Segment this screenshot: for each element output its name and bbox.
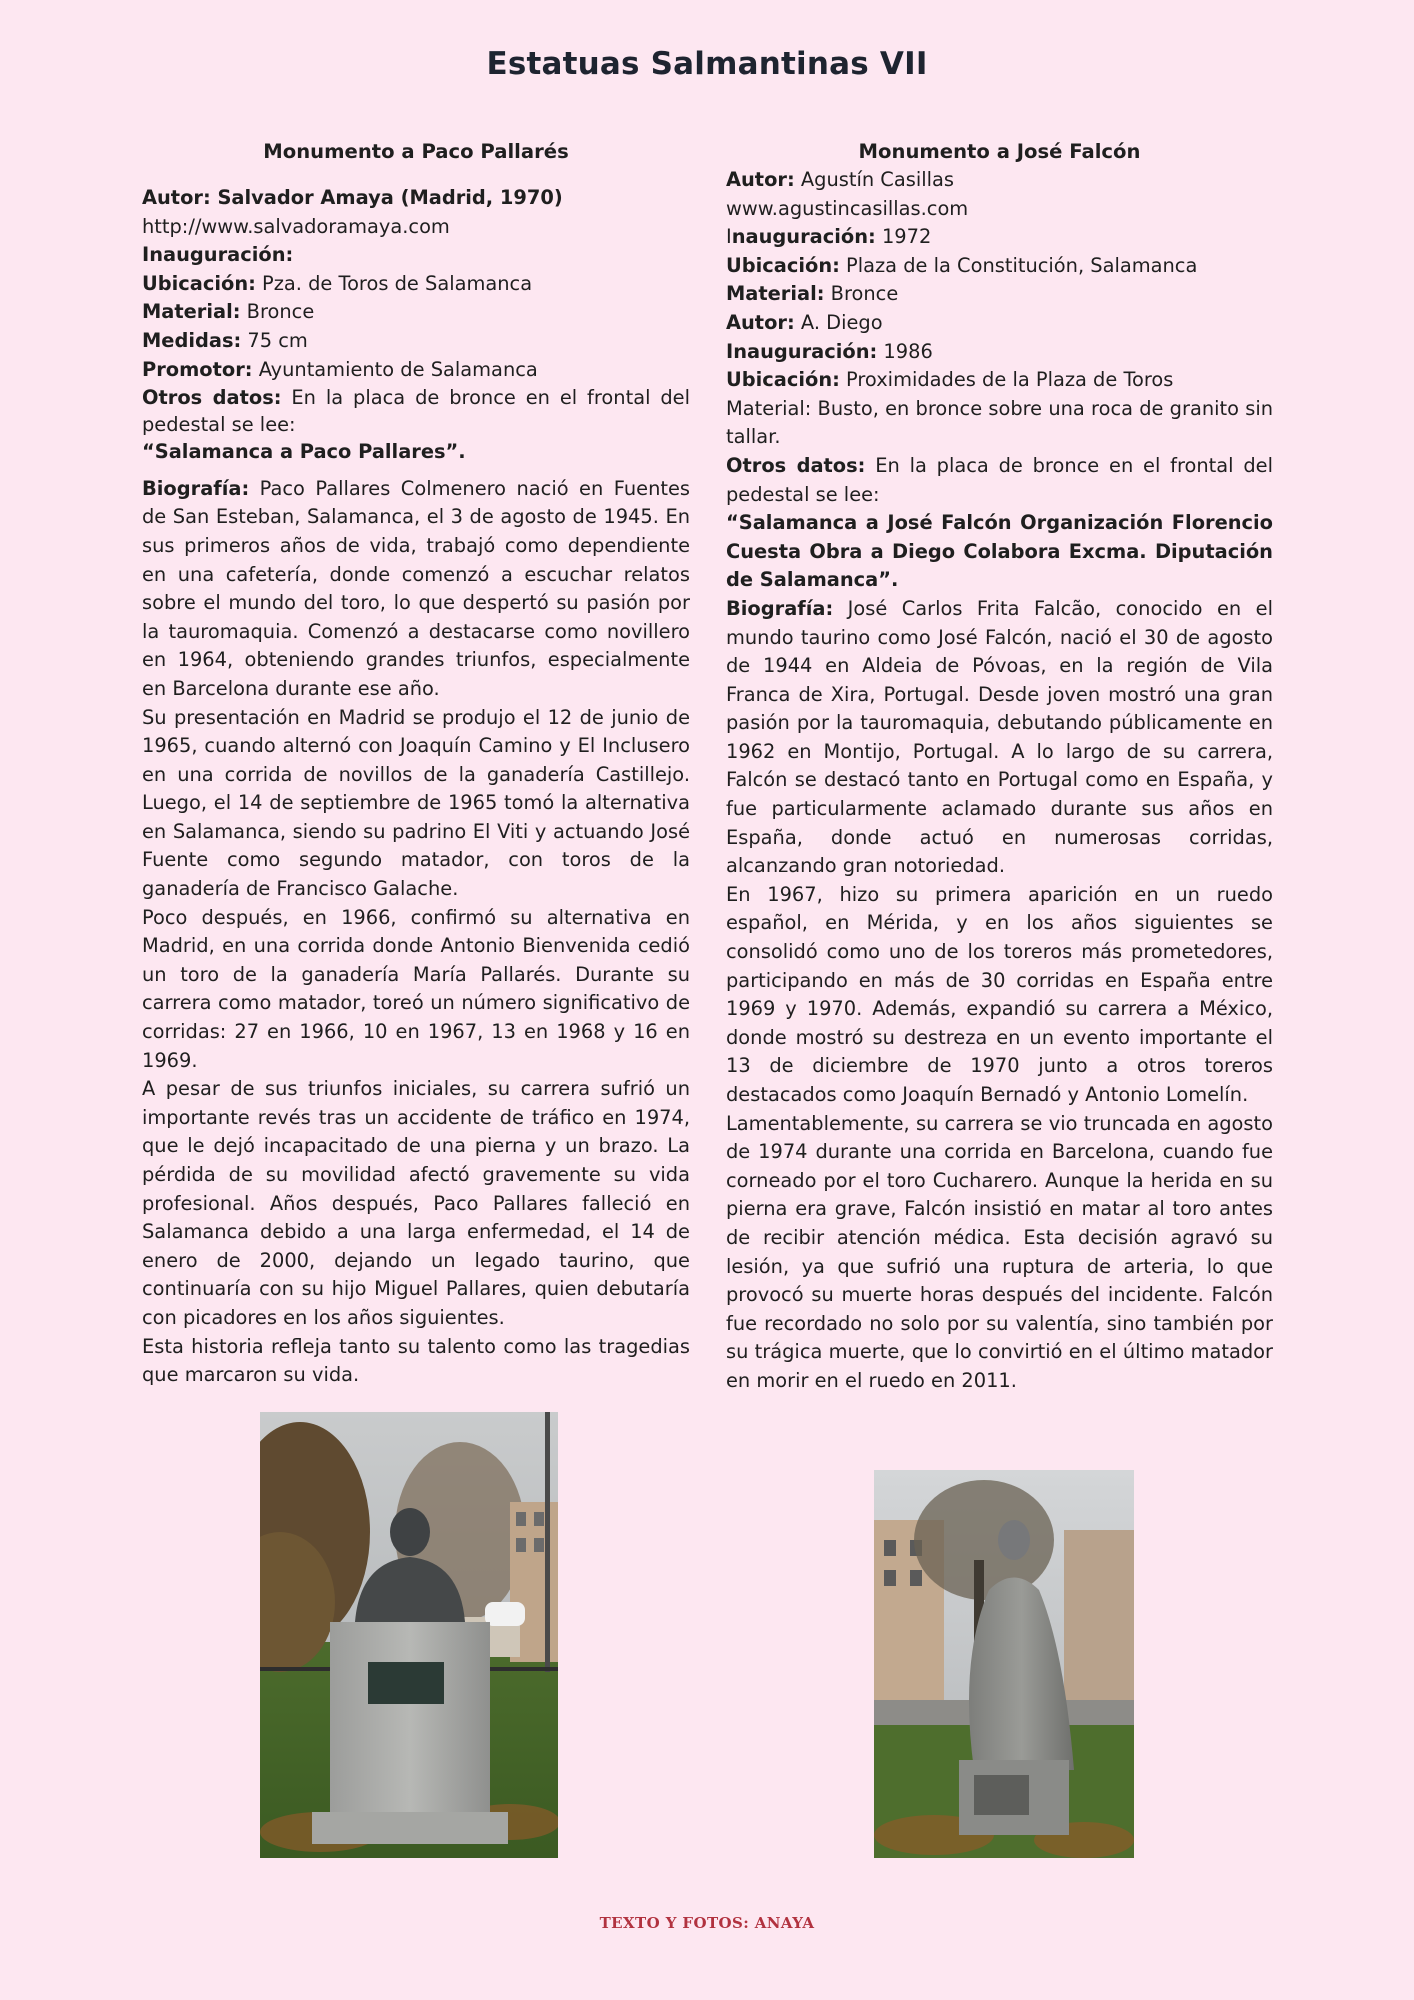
- field-label: Ubicación:: [726, 368, 840, 392]
- right-material-2: Material: Busto, en bronce sobre una roca de granito sin tallar.: [726, 396, 1273, 449]
- field-label: Medidas:: [142, 328, 242, 352]
- field-value: Bronce: [240, 300, 315, 324]
- bio-label: Biografía:: [726, 596, 834, 620]
- field-value: Pza. de Toros de Salamanca: [255, 271, 533, 295]
- field-label: Autor:: [726, 168, 795, 191]
- field-value: Proximidades de la Plaza de Toros: [839, 368, 1174, 392]
- field-label: Otros datos:: [726, 453, 866, 477]
- field-label: Ubicación:: [142, 271, 256, 295]
- right-inauguracion: [726, 223, 1273, 252]
- page-title: Estatuas Salmantinas VII: [486, 46, 928, 82]
- left-bio-paragraph: A pesar de sus triunfos iniciales, su carrera sufrió un importante revés tras un accidente de tráfico en 1974, que le dejó incapacitado de una pierna y un brazo. La pérdida de su movilidad afectó gravemente su vida profesional. Años después, Paco Pallares falleció en Salamanca debido a una larga enfermedad, el 14 de enero de 2000, dejando un legado taurino, que continuaría con su hijo Miguel Pallares, quien debutaría con picadores en los años siguientes.: [142, 1077, 690, 1329]
- right-material: [726, 280, 1273, 309]
- left-autor-line: Autor: Salvador Amaya (Madrid, 1970): [142, 186, 563, 209]
- field-label: Promotor:: [142, 357, 253, 381]
- photo-credit: TEXTO Y FOTOS: ANAYA: [599, 1914, 815, 1932]
- right-autor: [726, 166, 1273, 195]
- left-section-title: Monumento a Paco Pallarés: [263, 140, 569, 163]
- spacer: [142, 467, 690, 475]
- photo-paco-pallares-bust: [260, 1412, 558, 1858]
- right-autor-2: [726, 309, 1273, 338]
- right-plaque-quote: “Salamanca a José Falcón Organización Florencio Cuesta Obra a Diego Colabora Excma. Diputación de Salamanca”.: [726, 511, 1273, 592]
- field-value: A. Diego: [794, 310, 883, 334]
- field-label: Autor:: [726, 310, 795, 334]
- left-otros-datos: [142, 384, 690, 438]
- left-plaque-quote: “Salamanca a Paco Pallares”.: [142, 440, 466, 464]
- field-value: Ayuntamiento de Salamanca: [252, 357, 538, 381]
- field-value: En la placa de bronce en el frontal del pedestal se lee:: [726, 453, 1273, 506]
- right-bio-paragraph: En 1967, hizo su primera aparición en un ruedo español, en Mérida, y en los años siguientes se consolidó como uno de los toreros más prometedores, participando en más de 30 corridas en España entre 1969 y 1970. Además, expandió su carrera a México, donde mostró su destreza en un evento importante el 13 de diciembre de 1970 junto a otros toreros destacados como Joaquín Bernadó y Antonio Lomelín.: [726, 882, 1273, 1106]
- field-label: Otros datos:: [142, 386, 282, 410]
- field-value: 1986: [877, 339, 933, 363]
- left-promotor: [142, 356, 690, 385]
- right-ubicacion: [726, 252, 1273, 281]
- field-value: Agustín Casillas: [794, 168, 954, 191]
- right-url[interactable]: www.agustincasillas.com: [726, 196, 969, 220]
- left-url[interactable]: http://www.salvadoramaya.com: [142, 214, 450, 238]
- bio-text: José Carlos Frita Falcão, conocido en el mundo taurino como José Falcón, nació el 30 de agosto de 1944 en Aldeia de Póvoas, en la región de Vila Franca de Xira, Portugal. Desde joven mostró una gran pasión por la tauromaquia, debutando públicamente en 1962 en Montijo, Portugal. A lo largo de su carrera, Falcón se destacó tanto en Portugal como en España, y fue particularmente aclamado durante sus años en España, donde actuó en numerosas corridas, alcanzando gran notoriedad.: [726, 596, 1273, 878]
- field-label: nauguración:: [731, 225, 876, 249]
- left-material: [142, 298, 690, 327]
- field-value: 1972: [875, 225, 932, 249]
- field-label: Inauguración:: [726, 339, 878, 363]
- right-otros-datos: [726, 452, 1273, 509]
- left-column: [142, 138, 690, 1390]
- left-bio-paragraph: Poco después, en 1966, confirmó su alternativa en Madrid, en una corrida donde Antonio Bienvenida cedió un toro de la ganadería María Pallarés. Durante su carrera como matador, toreó un número significativo de corridas: 27 en 1966, 10 en 1967, 13 en 1968 y 16 en 1969.: [142, 905, 690, 1072]
- left-bio-paragraph: [142, 475, 690, 704]
- bio-text: Paco Pallares Colmenero nació en Fuentes de San Esteban, Salamanca, el 3 de agosto de 1945. En sus primeros años de vida, trabajó como dependiente en una cafetería, donde comenzó a escuchar relatos sobre el mundo del toro, lo que despertó su pasión por la tauromaquia. Comenzó a destacarse como novillero en 1964, obteniendo grandes triunfos, especialmente en Barcelona durante ese año.: [142, 476, 690, 700]
- field-value: Bronce: [824, 282, 899, 306]
- right-ubicacion-2: [726, 366, 1273, 395]
- bio-label: Biografía:: [142, 476, 250, 500]
- field-label: Ubicación:: [726, 253, 840, 277]
- field-value: En la placa de bronce en el frontal del pedestal se lee:: [142, 386, 690, 437]
- left-bio-paragraph: Su presentación en Madrid se produjo el 12 de junio de 1965, cuando alternó con Joaquín Camino y El Inclusero en una corrida de novillos de la ganadería Castillejo. Luego, el 14 de septiembre de 1965 tomó la alternativa en Salamanca, siendo su padrino El Viti y actuando José Fuente como segundo matador, con toros de la ganadería de Francisco Galache.: [142, 705, 690, 901]
- field-label: Material:: [142, 300, 241, 324]
- right-bio-paragraph: [726, 595, 1273, 881]
- left-medidas: [142, 327, 690, 356]
- field-value: Plaza de la Constitución, Salamanca: [839, 253, 1198, 277]
- photo-jose-falcon-sculpture: [874, 1470, 1134, 1858]
- right-inauguracion-2: [726, 338, 1273, 367]
- field-label: Material:: [726, 282, 825, 306]
- left-inauguracion-label: Inauguración:: [142, 243, 294, 267]
- field-value: 75 cm: [241, 328, 308, 352]
- right-bio-paragraph: Lamentablemente, su carrera se vio truncada en agosto de 1974 durante una corrida en Barcelona, cuando fue corneado por el toro Cucharero. Aunque la herida en su pierna era grave, Falcón insistió en matar al toro antes de recibir atención médica. Esta decisión agravó su lesión, ya que sufrió una ruptura de arteria, lo que provocó su muerte horas después del incidente. Falcón fue recordado no solo por su valentía, sino también por su trágica muerte, que lo convirtió en el último matador en morir en el ruedo en 2011.: [726, 1111, 1273, 1392]
- field-label-prefix: I: [726, 225, 732, 249]
- left-ubicacion: [142, 270, 690, 299]
- right-column: [726, 138, 1273, 1396]
- left-bio-paragraph: Esta historia refleja tanto su talento como las tragedias que marcaron su vida.: [142, 1334, 690, 1387]
- right-section-title: Monumento a José Falcón: [858, 140, 1141, 163]
